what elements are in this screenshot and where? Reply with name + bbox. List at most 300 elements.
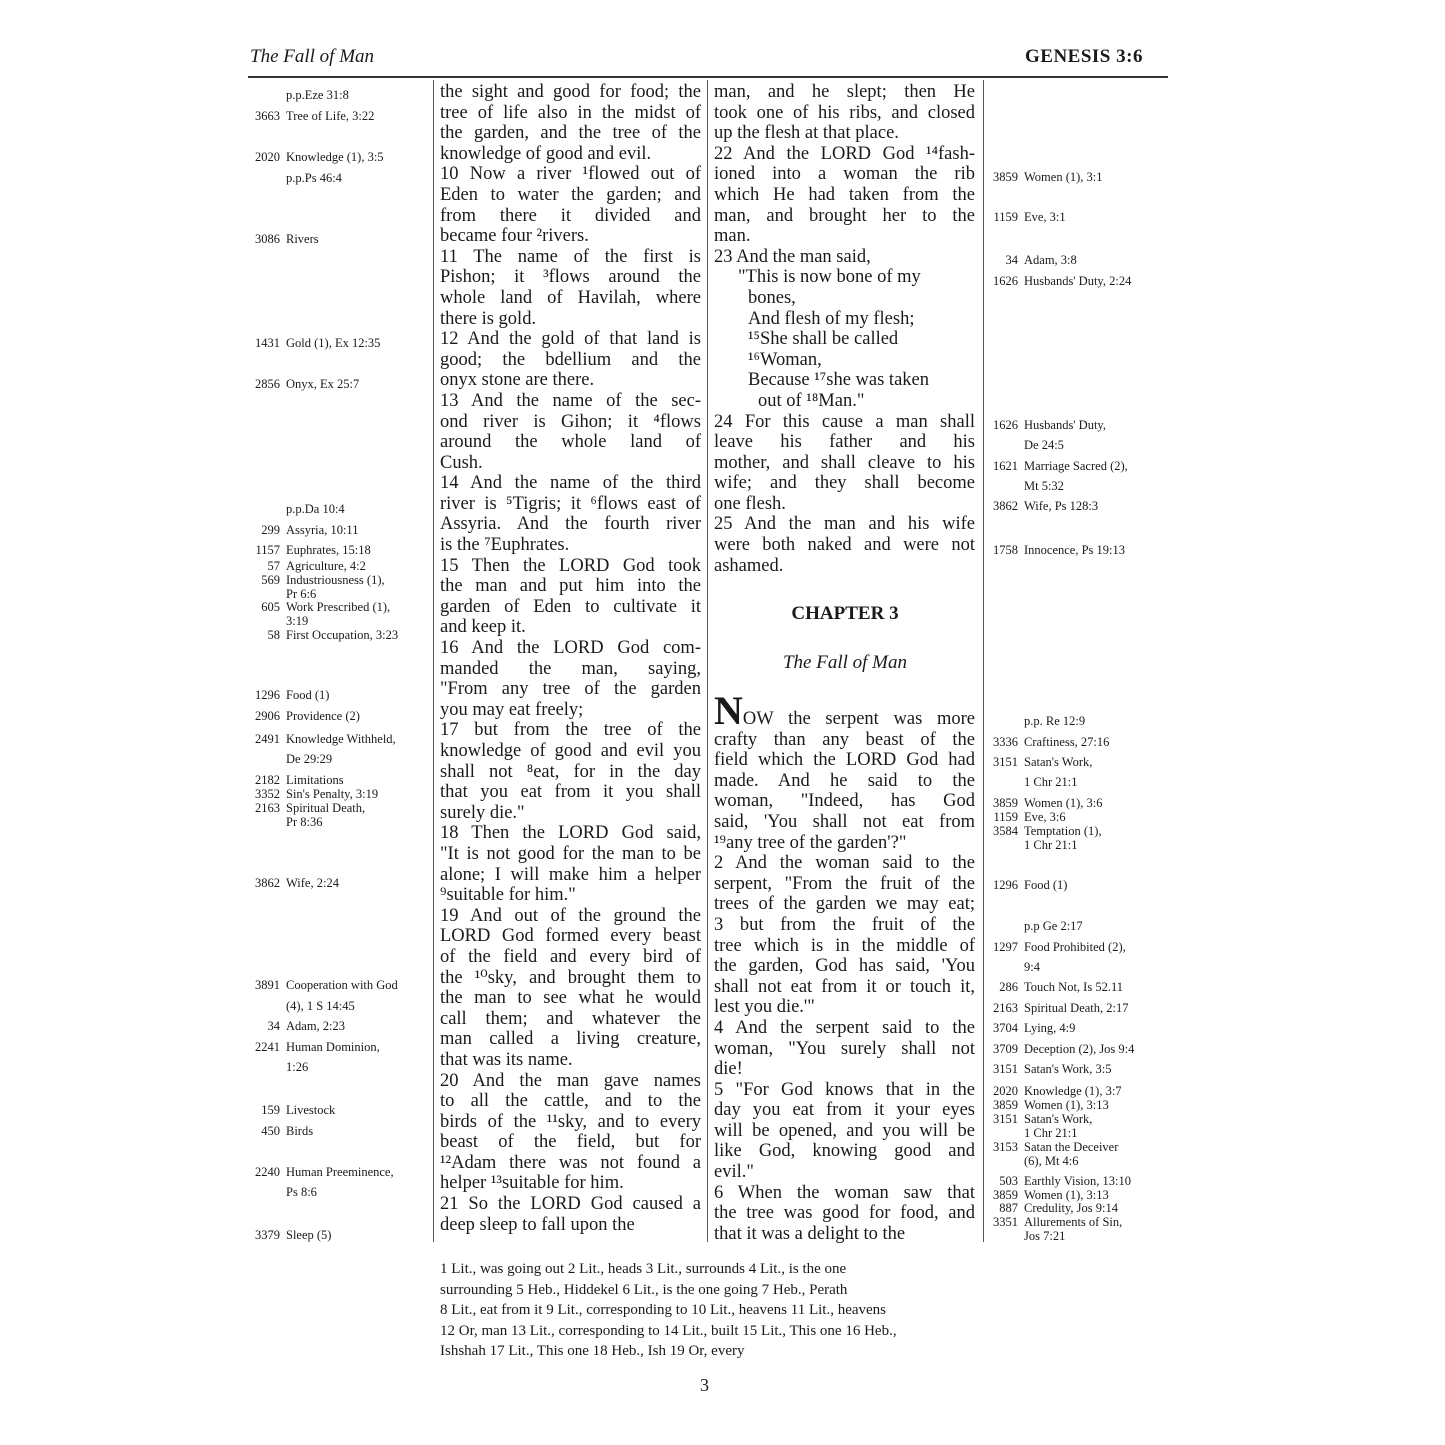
- right-ref-11: [988, 735, 1109, 749]
- verse-line: LORD God formed every beast: [440, 926, 701, 947]
- chapter-heading: CHAPTER 3: [791, 603, 899, 624]
- verse-line: the ¹⁰sky, and brought them to: [440, 967, 701, 988]
- verse-line: day you eat from it your eyes: [714, 1100, 975, 1121]
- ref-topic-number: 2240: [255, 1165, 280, 1179]
- ref-topic-number: 2163: [255, 801, 280, 815]
- ref-topic-text: Human Dominion,: [286, 1040, 380, 1054]
- verse-line: of the field and every bird of: [440, 946, 701, 967]
- verse-line: "It is not good for the man to be: [440, 843, 701, 864]
- verse-line: the garden, and the tree of the: [440, 123, 701, 144]
- right-ref-6: [988, 459, 1128, 473]
- verse-line: 14 And the name of the third: [440, 473, 701, 494]
- ref-topic-number: 3862: [993, 499, 1018, 513]
- ref-topic-number: 299: [261, 523, 280, 537]
- verse-line: ⁹suitable for him.": [440, 885, 576, 906]
- ref-topic-number: 1431: [255, 336, 280, 350]
- left-ref-2: [248, 150, 384, 164]
- left-ref-11: [248, 573, 385, 587]
- verse-line: garden of Eden to cultivate it: [440, 596, 701, 617]
- verse-line: birds of the ¹¹sky, and to every: [440, 1111, 701, 1132]
- ref-topic-text: Spiritual Death, 2:17: [1024, 1001, 1129, 1015]
- column-divider-1: [433, 80, 434, 1242]
- ref-topic-text: 1 Chr 21:1: [1024, 1126, 1078, 1140]
- left-ref-5: [248, 336, 380, 350]
- ref-topic-text: Providence (2): [286, 709, 360, 723]
- ref-topic-text: Work Prescribed (1),: [286, 600, 391, 614]
- right-ref-36: [988, 1215, 1122, 1229]
- ref-topic-text: Touch Not, Is 52.11: [1024, 980, 1123, 994]
- ref-topic-number: 3891: [255, 978, 280, 992]
- ref-topic-text: Agriculture, 4:2: [286, 559, 366, 573]
- text-column-2-top: [714, 82, 975, 576]
- verse-line: is the ⁷Euphrates.: [440, 535, 570, 556]
- left-ref-29: [248, 1060, 308, 1074]
- ref-topic-text: Satan the Deceiver: [1024, 1140, 1119, 1154]
- verse-line: that was its name.: [440, 1049, 573, 1070]
- text-column-1: [440, 82, 701, 1235]
- verse-line: Pishon; it ³flows around the: [440, 267, 701, 288]
- ref-topic-text: Women (1), 3:6: [1024, 796, 1103, 810]
- ref-topic-number: 58: [267, 628, 280, 642]
- ref-topic-text: Satan's Work, 3:5: [1024, 1062, 1112, 1076]
- ref-topic-number: 887: [999, 1201, 1018, 1215]
- verse-line: mother, and shall cleave to his: [714, 452, 975, 473]
- ref-topic-text: Lying, 4:9: [1024, 1021, 1076, 1035]
- left-ref-23: [248, 815, 322, 829]
- right-ref-33: [988, 1174, 1131, 1188]
- verse-line: [714, 688, 975, 733]
- ref-topic-number: 2020: [255, 150, 280, 164]
- verse-line: 25 And the man and his wife: [714, 514, 975, 535]
- verse-line: 5 "For God knows that in the: [714, 1079, 975, 1100]
- verse-line: that it was a delight to the: [714, 1223, 906, 1244]
- verse-line: will be opened, and you will be: [714, 1120, 975, 1141]
- verse-line: alone; I will make him a helper: [440, 864, 701, 885]
- right-ref-22: [988, 980, 1123, 994]
- header-rule: [248, 76, 1168, 78]
- ref-topic-text: Sin's Penalty, 3:19: [286, 787, 379, 801]
- right-ref-23: [988, 1001, 1129, 1015]
- left-ref-30: [248, 1103, 335, 1117]
- verse-line: Cush.: [440, 452, 483, 473]
- left-ref-8: [248, 523, 358, 537]
- ref-topic-text: Adam, 3:8: [1024, 253, 1077, 267]
- ref-topic-text: Pr 6:6: [286, 587, 317, 601]
- verse-line: river is ⁵Tigris; it ⁶flows east of: [440, 493, 701, 514]
- ref-topic-number: 3086: [255, 232, 280, 246]
- right-ref-19: [988, 919, 1083, 933]
- ref-topic-number: 1621: [993, 459, 1018, 473]
- ref-topic-text: (4), 1 S 14:45: [286, 999, 355, 1013]
- ref-topic-text: De 29:29: [286, 752, 333, 766]
- ref-topic-text: Cooperation with God: [286, 978, 398, 992]
- verse-line: Assyria. And the fourth river: [440, 514, 701, 535]
- ref-topic-text: Sleep (5): [286, 1228, 332, 1242]
- ref-topic-text: p.p.Ps 46:4: [286, 171, 342, 185]
- right-ref-28: [988, 1098, 1109, 1112]
- right-ref-32: [988, 1154, 1079, 1168]
- text-column-2-bottom: [714, 688, 975, 1244]
- ref-topic-text: Wife, Ps 128:3: [1024, 499, 1099, 513]
- right-ref-26: [988, 1062, 1111, 1076]
- verse-line: 21 So the LORD God caused a: [440, 1194, 701, 1215]
- ref-topic-number: 3151: [993, 1112, 1018, 1126]
- ref-topic-number: 3859: [993, 1188, 1018, 1202]
- ref-topic-number: 286: [999, 980, 1018, 994]
- ref-topic-text: First Occupation, 3:23: [286, 628, 399, 642]
- verse-line: evil.": [714, 1162, 754, 1183]
- verse-line: became four ²rivers.: [440, 226, 589, 247]
- ref-topic-text: Wife, 2:24: [286, 876, 339, 890]
- ref-topic-number: 1297: [993, 940, 1018, 954]
- left-ref-18: [248, 732, 396, 746]
- verse-line: knowledge of good and evil.: [440, 143, 652, 164]
- ref-topic-text: Earthly Vision, 13:10: [1024, 1174, 1132, 1188]
- right-ref-30: [988, 1126, 1077, 1140]
- ref-topic-number: 3351: [993, 1215, 1018, 1229]
- left-ref-22: [248, 801, 365, 815]
- verse-line: woman, "Indeed, has God: [714, 791, 975, 812]
- drop-cap-letter: N: [714, 688, 743, 733]
- verse-line: ¹⁶Woman,: [748, 349, 822, 370]
- ref-topic-text: Adam, 2:23: [286, 1019, 346, 1033]
- verse-line: deep sleep to fall upon the: [440, 1214, 635, 1235]
- right-ref-3: [988, 274, 1131, 288]
- ref-topic-number: 3352: [255, 787, 280, 801]
- ref-topic-text: Allurements of Sin,: [1024, 1215, 1123, 1229]
- right-ref-16: [988, 824, 1102, 838]
- ref-topic-number: 1296: [255, 688, 280, 702]
- verse-line: crafty than any beast of the: [714, 729, 975, 750]
- left-ref-10: [248, 559, 366, 573]
- left-ref-9: [248, 543, 371, 557]
- right-ref-31: [988, 1140, 1118, 1154]
- right-ref-34: [988, 1188, 1109, 1202]
- right-ref-0: [988, 170, 1103, 184]
- verse-line: man called a living creature,: [440, 1029, 701, 1050]
- verse-line: field which the LORD God had: [714, 750, 975, 771]
- verse-line: ¹⁵She shall be called: [748, 329, 899, 350]
- verse-line: manded the man, saying,: [440, 658, 701, 679]
- verse-line: 6 When the woman saw that: [714, 1182, 975, 1203]
- verse-line: 2 And the woman said to the: [714, 853, 975, 874]
- verse-line: to all the cattle, and to the: [440, 1091, 701, 1112]
- verse-line: onyx stone are there.: [440, 370, 595, 391]
- ref-topic-number: 503: [999, 1174, 1018, 1188]
- right-ref-17: [988, 838, 1077, 852]
- left-ref-6: [248, 377, 359, 391]
- verse-line: lest you die.'": [714, 997, 815, 1018]
- ref-topic-text: Tree of Life, 3:22: [286, 109, 375, 123]
- right-ref-37: [988, 1229, 1065, 1243]
- verse-line: ¹²Adam there was not found a: [440, 1152, 701, 1173]
- ref-topic-number: 569: [261, 573, 280, 587]
- ref-topic-number: 1159: [993, 810, 1018, 824]
- ref-topic-text: p.p. Re 12:9: [1024, 714, 1086, 728]
- right-ref-24: [988, 1021, 1075, 1035]
- ref-topic-number: 2906: [255, 709, 280, 723]
- verse-line: ashamed.: [714, 555, 784, 576]
- left-ref-28: [248, 1040, 380, 1054]
- verse-line: 16 And the LORD God com-: [440, 638, 701, 659]
- ref-topic-number: 34: [267, 1019, 280, 1033]
- ref-topic-number: 3859: [993, 170, 1018, 184]
- ref-topic-number: 3584: [993, 824, 1018, 838]
- footnote-line: Ishshah 17 Lit., This one 18 Heb., Ish 19 Or, every: [440, 1343, 745, 1360]
- verse-line: made. And he said to the: [714, 770, 975, 791]
- left-ref-4: [248, 232, 319, 246]
- left-ref-0: [248, 88, 349, 102]
- ref-topic-text: Mt 5:32: [1024, 479, 1064, 493]
- ref-topic-text: p.p.Eze 31:8: [286, 88, 349, 102]
- left-ref-20: [248, 773, 344, 787]
- footnote-line: 12 Or, man 13 Lit., corresponding to 14 Lit., built 15 Lit., This one 16 Heb.,: [440, 1322, 897, 1339]
- verse-line: bones,: [748, 287, 796, 308]
- verse-line: you may eat freely;: [440, 699, 584, 720]
- left-ref-33: [248, 1185, 317, 1199]
- verse-line: the garden, God has said, 'You: [714, 956, 975, 977]
- left-ref-26: [248, 999, 355, 1013]
- ref-topic-text: Eve, 3:1: [1024, 210, 1066, 224]
- right-ref-13: [988, 775, 1077, 789]
- left-ref-15: [248, 628, 398, 642]
- ref-topic-text: (6), Mt 4:6: [1024, 1154, 1079, 1168]
- ref-topic-number: 3704: [993, 1021, 1018, 1035]
- right-ref-8: [988, 499, 1098, 513]
- ref-topic-text: Women (1), 3:13: [1024, 1098, 1109, 1112]
- verse-line: 24 For this cause a man shall: [714, 411, 975, 432]
- ref-topic-number: 3153: [993, 1140, 1018, 1154]
- left-ref-13: [248, 600, 390, 614]
- column-divider-2: [707, 80, 708, 1242]
- right-ref-12: [988, 755, 1092, 769]
- right-ref-5: [988, 438, 1064, 452]
- verse-line: and keep it.: [440, 617, 526, 638]
- ref-topic-text: Food (1): [286, 688, 330, 702]
- ref-topic-text: Livestock: [286, 1103, 336, 1117]
- right-ref-15: [988, 810, 1066, 824]
- ref-topic-number: 1626: [993, 274, 1018, 288]
- verse-line: ond river is Gihon; it ⁴flows: [440, 411, 701, 432]
- verse-line: "This is now bone of my: [738, 267, 921, 288]
- ref-topic-number: 1296: [993, 878, 1018, 892]
- left-ref-27: [248, 1019, 345, 1033]
- verse-line: knowledge of good and evil you: [440, 741, 701, 761]
- left-ref-16: [248, 688, 329, 702]
- ref-topic-text: 1 Chr 21:1: [1024, 838, 1078, 852]
- ref-topic-number: 3379: [255, 1228, 280, 1242]
- ref-topic-text: Food Prohibited (2),: [1024, 940, 1126, 954]
- left-ref-12: [248, 587, 316, 601]
- ref-topic-number: 3663: [255, 109, 280, 123]
- ref-topic-text: Knowledge (1), 3:7: [1024, 1084, 1122, 1098]
- ref-topic-number: 2856: [255, 377, 280, 391]
- verse-line: 15 Then the LORD God took: [440, 555, 701, 576]
- verse-line: shall not eat from it or touch it,: [714, 976, 975, 997]
- verse-line: 23 And the man said,: [714, 246, 871, 267]
- ref-topic-text: Husbands' Duty,: [1024, 418, 1106, 432]
- ref-topic-text: Jos 7:21: [1024, 1229, 1066, 1243]
- right-ref-21: [988, 960, 1040, 974]
- ref-topic-text: Innocence, Ps 19:13: [1024, 543, 1126, 557]
- ref-topic-text: Spiritual Death,: [286, 801, 366, 815]
- verse-line: that you eat from it you shall: [440, 782, 701, 803]
- verse-line: 18 Then the LORD God said,: [440, 823, 701, 844]
- ref-topic-number: 2241: [255, 1040, 280, 1054]
- ref-topic-text: 1 Chr 21:1: [1024, 775, 1078, 789]
- right-ref-29: [988, 1112, 1092, 1126]
- right-ref-20: [988, 940, 1126, 954]
- ref-topic-number: 3336: [993, 735, 1018, 749]
- ref-topic-text: Pr 8:36: [286, 815, 323, 829]
- verse-line: tree of life also in the midst of: [440, 102, 701, 123]
- ref-topic-text: Food (1): [1024, 878, 1068, 892]
- verse-line: And flesh of my flesh;: [748, 308, 915, 329]
- ref-topic-number: 2020: [993, 1084, 1018, 1098]
- ref-topic-number: 3859: [993, 1098, 1018, 1112]
- verse-line: the man to see what he would: [440, 988, 701, 1009]
- ref-topic-number: 3862: [255, 876, 280, 890]
- ref-topic-number: 2182: [255, 773, 280, 787]
- ref-topic-text: Assyria, 10:11: [286, 523, 359, 537]
- verse-line: die!: [714, 1059, 743, 1080]
- verse-line: around the whole land of: [440, 432, 701, 453]
- verse-line: from there it divided and: [440, 205, 701, 226]
- left-ref-34: [248, 1228, 331, 1242]
- verse-line: like God, knowing good and: [714, 1141, 975, 1162]
- right-ref-18: [988, 878, 1067, 892]
- ref-topic-text: Women (1), 3:1: [1024, 170, 1103, 184]
- verse-line: 13 And the name of the sec-: [440, 390, 701, 411]
- verse-line: which He had taken from the: [714, 184, 975, 205]
- verse-line: 3 but from the fruit of the: [714, 914, 975, 935]
- column-divider-3: [983, 80, 984, 1242]
- ref-topic-text: Satan's Work,: [1024, 1112, 1093, 1126]
- left-ref-24: [248, 876, 339, 890]
- verse-line: man, and brought her to the: [714, 205, 975, 226]
- verse-line: 20 And the man gave names: [440, 1070, 701, 1091]
- verse-line: 22 And the LORD God ¹⁴fash-: [714, 143, 975, 164]
- ref-topic-text: Gold (1), Ex 12:35: [286, 336, 381, 350]
- ref-topic-text: Industriousness (1),: [286, 573, 385, 587]
- verse-line: ioned into a woman the rib: [714, 164, 975, 185]
- verse-line: tree which is in the middle of: [714, 935, 975, 956]
- left-ref-14: [248, 614, 308, 628]
- left-ref-7: [248, 502, 345, 516]
- verse-line: 17 but from the tree of the: [440, 720, 701, 741]
- verse-line: whole land of Havilah, where: [440, 287, 701, 308]
- ref-topic-text: 3:19: [286, 614, 309, 628]
- verse-line: call them; and whatever the: [440, 1008, 701, 1029]
- verse-line: beast of the field, but for: [440, 1132, 701, 1153]
- footnote-line: 1 Lit., was going out 2 Lit., heads 3 Lit., surrounds 4 Lit., is the one: [440, 1261, 847, 1277]
- verse-line: the sight and good for food; the: [440, 82, 701, 102]
- verse-line: woman, "You surely shall not: [714, 1038, 975, 1059]
- ref-topic-number: 3151: [993, 1062, 1018, 1076]
- verse-line: the man and put him into the: [440, 576, 701, 597]
- ref-topic-text: Knowledge (1), 3:5: [286, 150, 384, 164]
- verse-line: 4 And the serpent said to the: [714, 1017, 975, 1038]
- ref-topic-text: Women (1), 3:13: [1024, 1188, 1109, 1202]
- ref-topic-text: Limitations: [286, 773, 344, 787]
- footnote-line: 8 Lit., eat from it 9 Lit., corresponding to 10 Lit., heavens 11 Lit., heavens: [440, 1302, 887, 1319]
- verse-line: Because ¹⁷she was taken: [748, 370, 929, 391]
- right-ref-1: [988, 210, 1066, 224]
- verse-line: 11 The name of the first is: [440, 246, 701, 267]
- drop-cap-rest: OW the serpent was more: [742, 709, 975, 729]
- verse-line: out of ¹⁸Man.": [758, 390, 865, 411]
- ref-topic-number: 605: [261, 600, 280, 614]
- verse-line: wife; and they shall become: [714, 473, 975, 494]
- page-section-title: The Fall of Man: [250, 46, 375, 67]
- ref-topic-text: Husbands' Duty, 2:24: [1024, 274, 1132, 288]
- ref-topic-number: 57: [267, 559, 280, 573]
- left-ref-19: [248, 752, 332, 766]
- ref-topic-text: Euphrates, 15:18: [286, 543, 371, 557]
- ref-topic-text: Credulity, Jos 9:14: [1024, 1201, 1118, 1215]
- ref-topic-number: 159: [261, 1103, 280, 1117]
- verse-line: took one of his ribs, and closed: [714, 102, 975, 123]
- verse-line: helper ¹³suitable for him.: [440, 1173, 624, 1194]
- left-ref-25: [248, 978, 398, 992]
- page-number: 3: [700, 1375, 709, 1395]
- verse-line: leave his father and his: [714, 432, 975, 453]
- ref-topic-text: Temptation (1),: [1024, 824, 1102, 838]
- right-ref-27: [988, 1084, 1122, 1098]
- book-chapter-verse-header: GENESIS 3:6: [1025, 46, 1143, 67]
- ref-topic-text: Rivers: [286, 232, 319, 246]
- left-ref-17: [248, 709, 360, 723]
- right-ref-35: [988, 1201, 1118, 1215]
- ref-topic-text: Eve, 3:6: [1024, 810, 1066, 824]
- verse-line: one flesh.: [714, 493, 786, 514]
- ref-topic-text: Craftiness, 27:16: [1024, 735, 1110, 749]
- ref-topic-number: 1159: [993, 210, 1018, 224]
- ref-topic-number: 2163: [993, 1001, 1018, 1015]
- ref-topic-text: Satan's Work,: [1024, 755, 1093, 769]
- ref-topic-text: Onyx, Ex 25:7: [286, 377, 360, 391]
- ref-topic-number: 3859: [993, 796, 1018, 810]
- right-ref-9: [988, 543, 1125, 557]
- left-ref-32: [248, 1165, 394, 1179]
- verse-line: said, 'You shall not eat from: [714, 811, 975, 832]
- verse-line: 19 And out of the ground the: [440, 905, 701, 926]
- left-ref-21: [248, 787, 378, 801]
- right-ref-7: [988, 479, 1064, 493]
- verse-line: man.: [714, 226, 751, 247]
- ref-topic-number: 34: [1005, 253, 1018, 267]
- verse-line: trees of the garden we may eat;: [714, 894, 975, 915]
- ref-topic-text: Knowledge Withheld,: [286, 732, 396, 746]
- ref-topic-text: Ps 8:6: [286, 1185, 317, 1199]
- ref-topic-text: De 24:5: [1024, 438, 1064, 452]
- verse-line: ¹⁹any tree of the garden'?": [714, 832, 907, 853]
- right-ref-10: [988, 714, 1085, 728]
- ref-topic-text: Deception (2), Jos 9:4: [1024, 1042, 1135, 1056]
- ref-topic-number: 1758: [993, 543, 1018, 557]
- right-ref-4: [988, 418, 1106, 432]
- verse-line: there is gold.: [440, 308, 537, 329]
- chapter-subheading: The Fall of Man: [782, 652, 908, 673]
- verse-line: the tree was good for food, and: [714, 1203, 975, 1224]
- verse-line: surely die.": [440, 802, 525, 823]
- left-ref-1: [248, 109, 374, 123]
- verse-line: good; the bdellium and the: [440, 349, 701, 370]
- ref-topic-text: Human Preeminence,: [286, 1165, 394, 1179]
- ref-topic-text: 9:4: [1024, 960, 1040, 974]
- ref-topic-number: 1157: [255, 543, 280, 557]
- left-ref-3: [248, 171, 342, 185]
